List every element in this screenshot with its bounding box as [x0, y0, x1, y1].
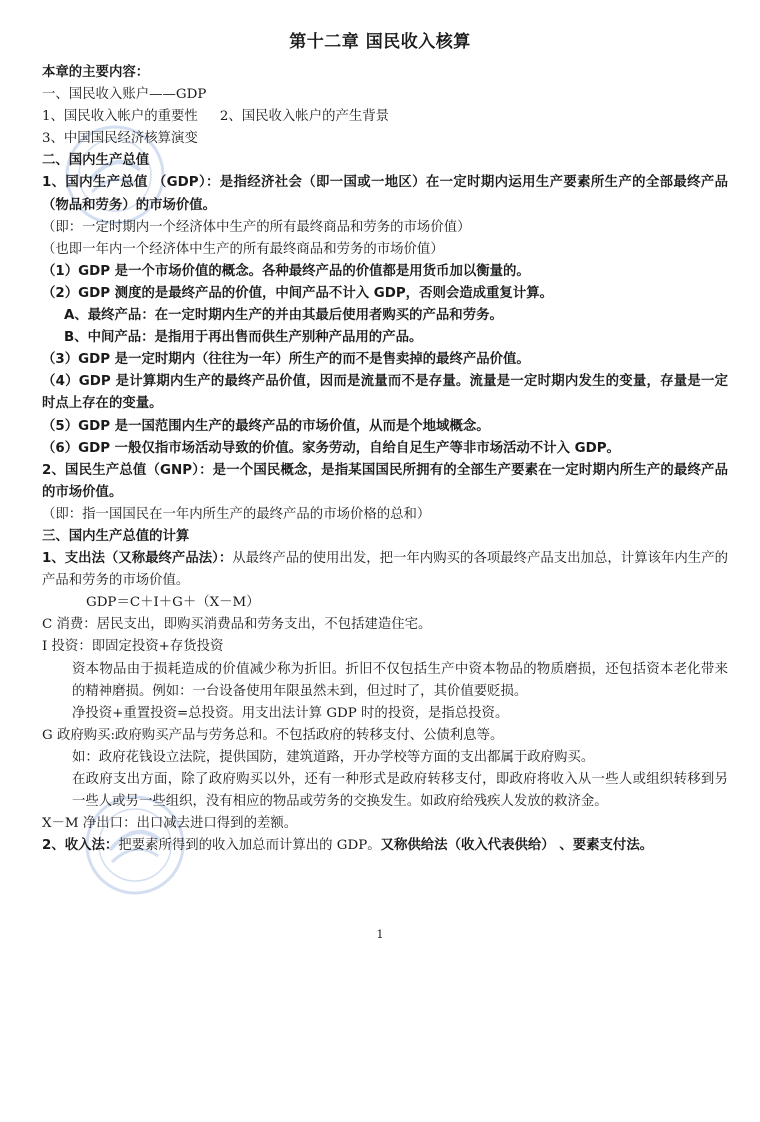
paragraph: （3）GDP 是一定时期内（往往为一年）所生产的而不是售卖掉的最终产品价值。: [42, 352, 530, 368]
paragraph: 净投资+重置投资=总投资。用支出法计算 GDP 时的投资，是指总投资。: [72, 705, 509, 721]
paragraph: G 政府购买:政府购买产品与劳务总和。不包括政府的转移支付、公债利息等。: [42, 727, 504, 743]
paragraph: （4）GDP 是计算期内生产的最终产品价值，因而是流量而不是存量。流量是一定时期内发生的变量，存量是一定时点上存在的变量。: [42, 374, 728, 412]
paragraph: [42, 835, 728, 857]
term-definition: 把要素所得到的收入加总而计算出的 GDP。: [118, 838, 381, 854]
page-number: 1: [376, 928, 384, 941]
paragraph: （1）GDP 是一个市场价值的概念。各种最终产品的价值都是用货币加以衡量的。: [42, 263, 530, 279]
paragraph: （即：一定时期内一个经济体中生产的所有最终商品和劳务的市场价值）: [42, 219, 471, 235]
paragraph: 一、国民收入账户——GDP: [42, 87, 207, 103]
list-item: 1、国民收入帐户的重要性: [42, 109, 198, 125]
paragraph: X－M 净出口：出口减去进口得到的差额。: [42, 816, 298, 832]
term-definition: 从最终产品的使用出发，把一年内购买的各项最终产品支出加总，计算该年内生产的产品和劳务的市场价值。: [42, 551, 728, 589]
paragraph: C 消费：居民支出，即购买消费品和劳务支出，不包括建造住宅。: [42, 617, 432, 633]
list-item: 2、国民收入帐户的产生背景: [219, 109, 390, 125]
paragraph: 如：政府花钱设立法院，提供国防，建筑道路，开办学校等方面的支出都属于政府购买。: [72, 749, 595, 765]
document-body: [42, 62, 728, 857]
paragraph: B、中间产品：是指用于再出售而供生产别种产品用的产品。: [64, 330, 423, 346]
paragraph: 在政府支出方面，除了政府购买以外，还有一种形式是政府转移支付，即政府将收入从一些人或组织转移到另一些人或另一些组织，没有相应的物品或劳务的交换发生。如政府给残疾人发放的救济金。: [72, 772, 728, 810]
term-alias: 又称供给法（收入代表供给） 、要素支付法。: [380, 838, 654, 854]
term: 1、支出法（又称最终产品法）：: [42, 551, 233, 567]
paragraph: （也即一年内一个经济体中生产的所有最终商品和劳务的市场价值）: [42, 241, 444, 257]
paragraph: 3、中国国民经济核算演变: [42, 131, 198, 147]
section-heading: 本章的主要内容：: [42, 65, 150, 80]
paragraph: I 投资：即固定投资+存货投资: [42, 639, 224, 655]
section-heading: 三、国内生产总值的计算: [42, 528, 190, 544]
paragraph: （5）GDP 是一国范围内生产的最终产品的市场价值，从而是个地域概念。: [42, 418, 490, 434]
paragraph: （即：指一国国民在一年内所生产的最终产品的市场价格的总和）: [42, 506, 431, 522]
section-heading: 二、国内生产总值: [42, 153, 150, 169]
paragraph: A、最终产品：在一定时期内生产的并由其最后使用者购买的产品和劳务。: [64, 308, 503, 324]
paragraph: （2）GDP 测度的是最终产品的价值，中间产品不计入 GDP，否则会造成重复计算。: [42, 285, 553, 301]
definition-paragraph: 1、国内生产总值 （GDP）：是指经济社会（即一国或一地区）在一定时期内运用生产要素所生产的全部最终产品（物品和劳务）的市场价值。: [42, 175, 728, 213]
definition-paragraph: 2、国民生产总值（GNP）：是一个国民概念，是指某国国民所拥有的全部生产要素在一定时期内所生产的最终产品的市场价值。: [42, 462, 728, 500]
term: 2、收入法：: [42, 838, 119, 854]
formula: GDP＝C＋I＋G＋（X－M）: [86, 595, 260, 611]
chapter-title: 第十二章 国民收入核算: [289, 32, 471, 52]
paragraph: 资本物品由于损耗造成的价值减少称为折旧。折旧不仅包括生产中资本物品的物质磨损，还包括资本老化带来的精神磨损。例如：一台设备使用年限虽然未到，但过时了，其价值要贬损。: [72, 661, 728, 699]
paragraph: [42, 106, 728, 128]
paragraph: （6）GDP 一般仅指市场活动导致的价值。家务劳动，自给自足生产等非市场活动不计入 GDP。: [42, 440, 620, 456]
paragraph: [42, 548, 728, 592]
